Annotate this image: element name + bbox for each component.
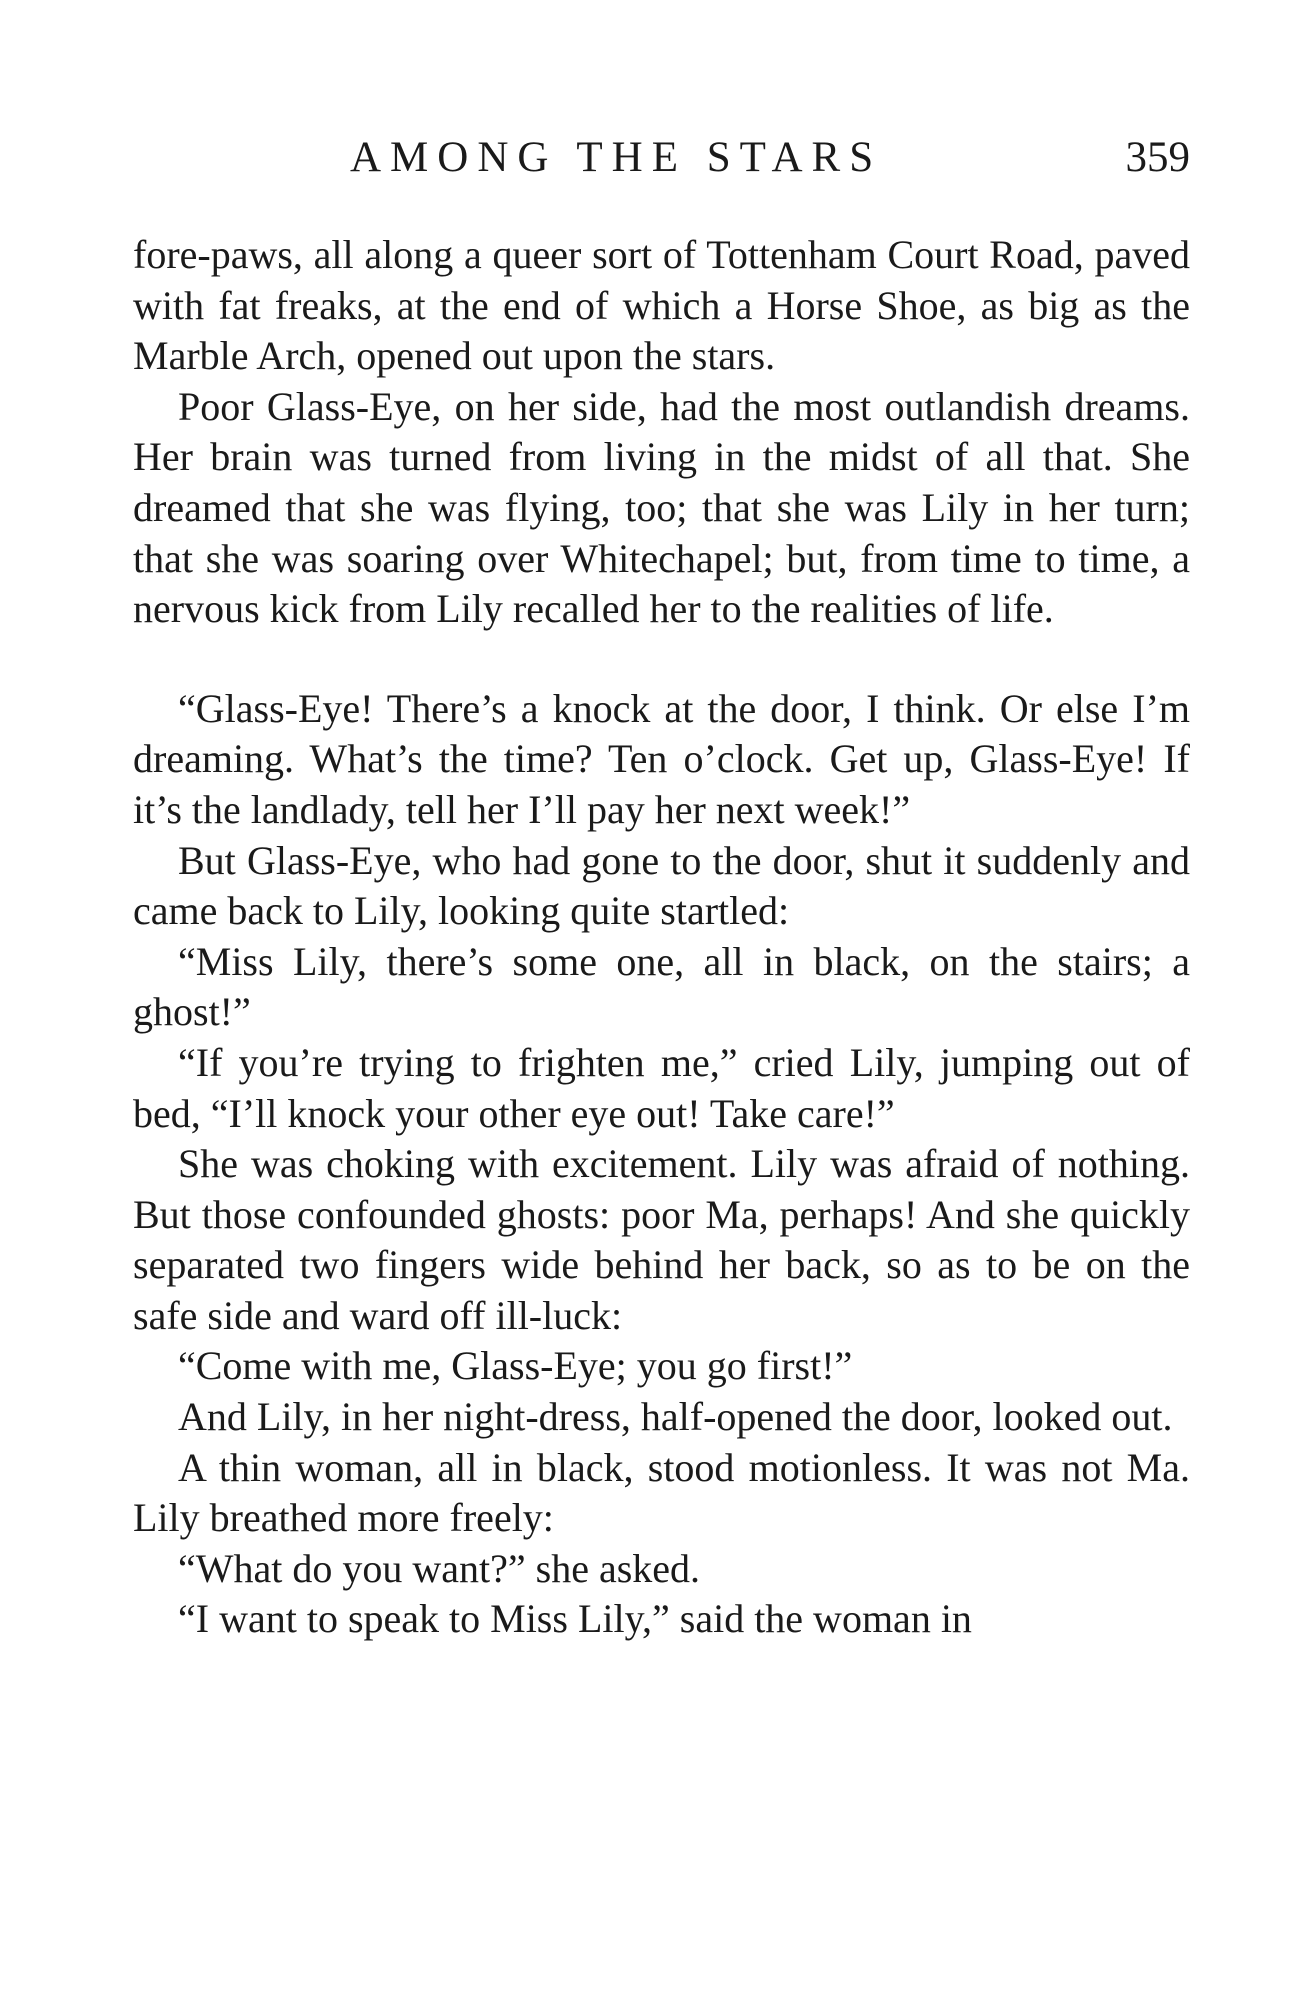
running-head xyxy=(130,128,1190,188)
paragraph: And Lily, in her night-dress, half-opened the door, looked out. xyxy=(178,1394,1173,1440)
section-break xyxy=(133,635,1190,684)
paragraph: “Glass-Eye! There’s a knock at the door, I think. Or else I’m dreaming. What’s the time? Ten o’clock. Get up, Glass-Eye! If it’s the landlady, tell her I’ll pay her next week!” xyxy=(133,685,1190,832)
paragraph: A thin woman, all in black, stood motionless. It was not Ma. Lily breathed more freely: xyxy=(133,1444,1190,1541)
body-text xyxy=(133,230,1190,1645)
paragraph: “Come with me, Glass-Eye; you go first!” xyxy=(178,1343,853,1389)
paragraph: “If you’re trying to frighten me,” cried Lily, jumping out of bed, “I’ll knock your other eye out! Take care!” xyxy=(133,1039,1190,1136)
page-number: 359 xyxy=(1125,134,1190,181)
paragraph: She was choking with excitement. Lily was afraid of nothing. But those confounded ghosts: poor Ma, perhaps! And she quickly separated two fingers wide behind her back, so as to be on the safe side and ward off ill-luck: xyxy=(133,1141,1190,1338)
paragraph: “What do you want?” she asked. xyxy=(178,1545,701,1591)
paragraph: fore-paws, all along a queer sort of Tottenham Court Road, paved with fat freaks, at the end of which a Horse Shoe, as big as the Marble Arch, opened out upon the stars. xyxy=(133,232,1190,379)
paragraph: But Glass-Eye, who had gone to the door, shut it suddenly and came back to Lily, looking quite startled: xyxy=(133,837,1190,934)
paragraph: “Miss Lily, there’s some one, all in black, on the stairs; a ghost!” xyxy=(133,938,1190,1035)
paragraph: “I want to speak to Miss Lily,” said the woman in xyxy=(178,1596,972,1642)
running-title: AMONG THE STARS xyxy=(350,134,883,181)
paragraph: Poor Glass-Eye, on her side, had the most outlandish dreams. Her brain was turned from living in the midst of all that. She dreamed that she was flying, too; that she was Lily in her turn; that she was soaring over Whitechapel; but, from time to time, a nervous kick from Lily recalled her to the realities of life. xyxy=(133,383,1190,632)
